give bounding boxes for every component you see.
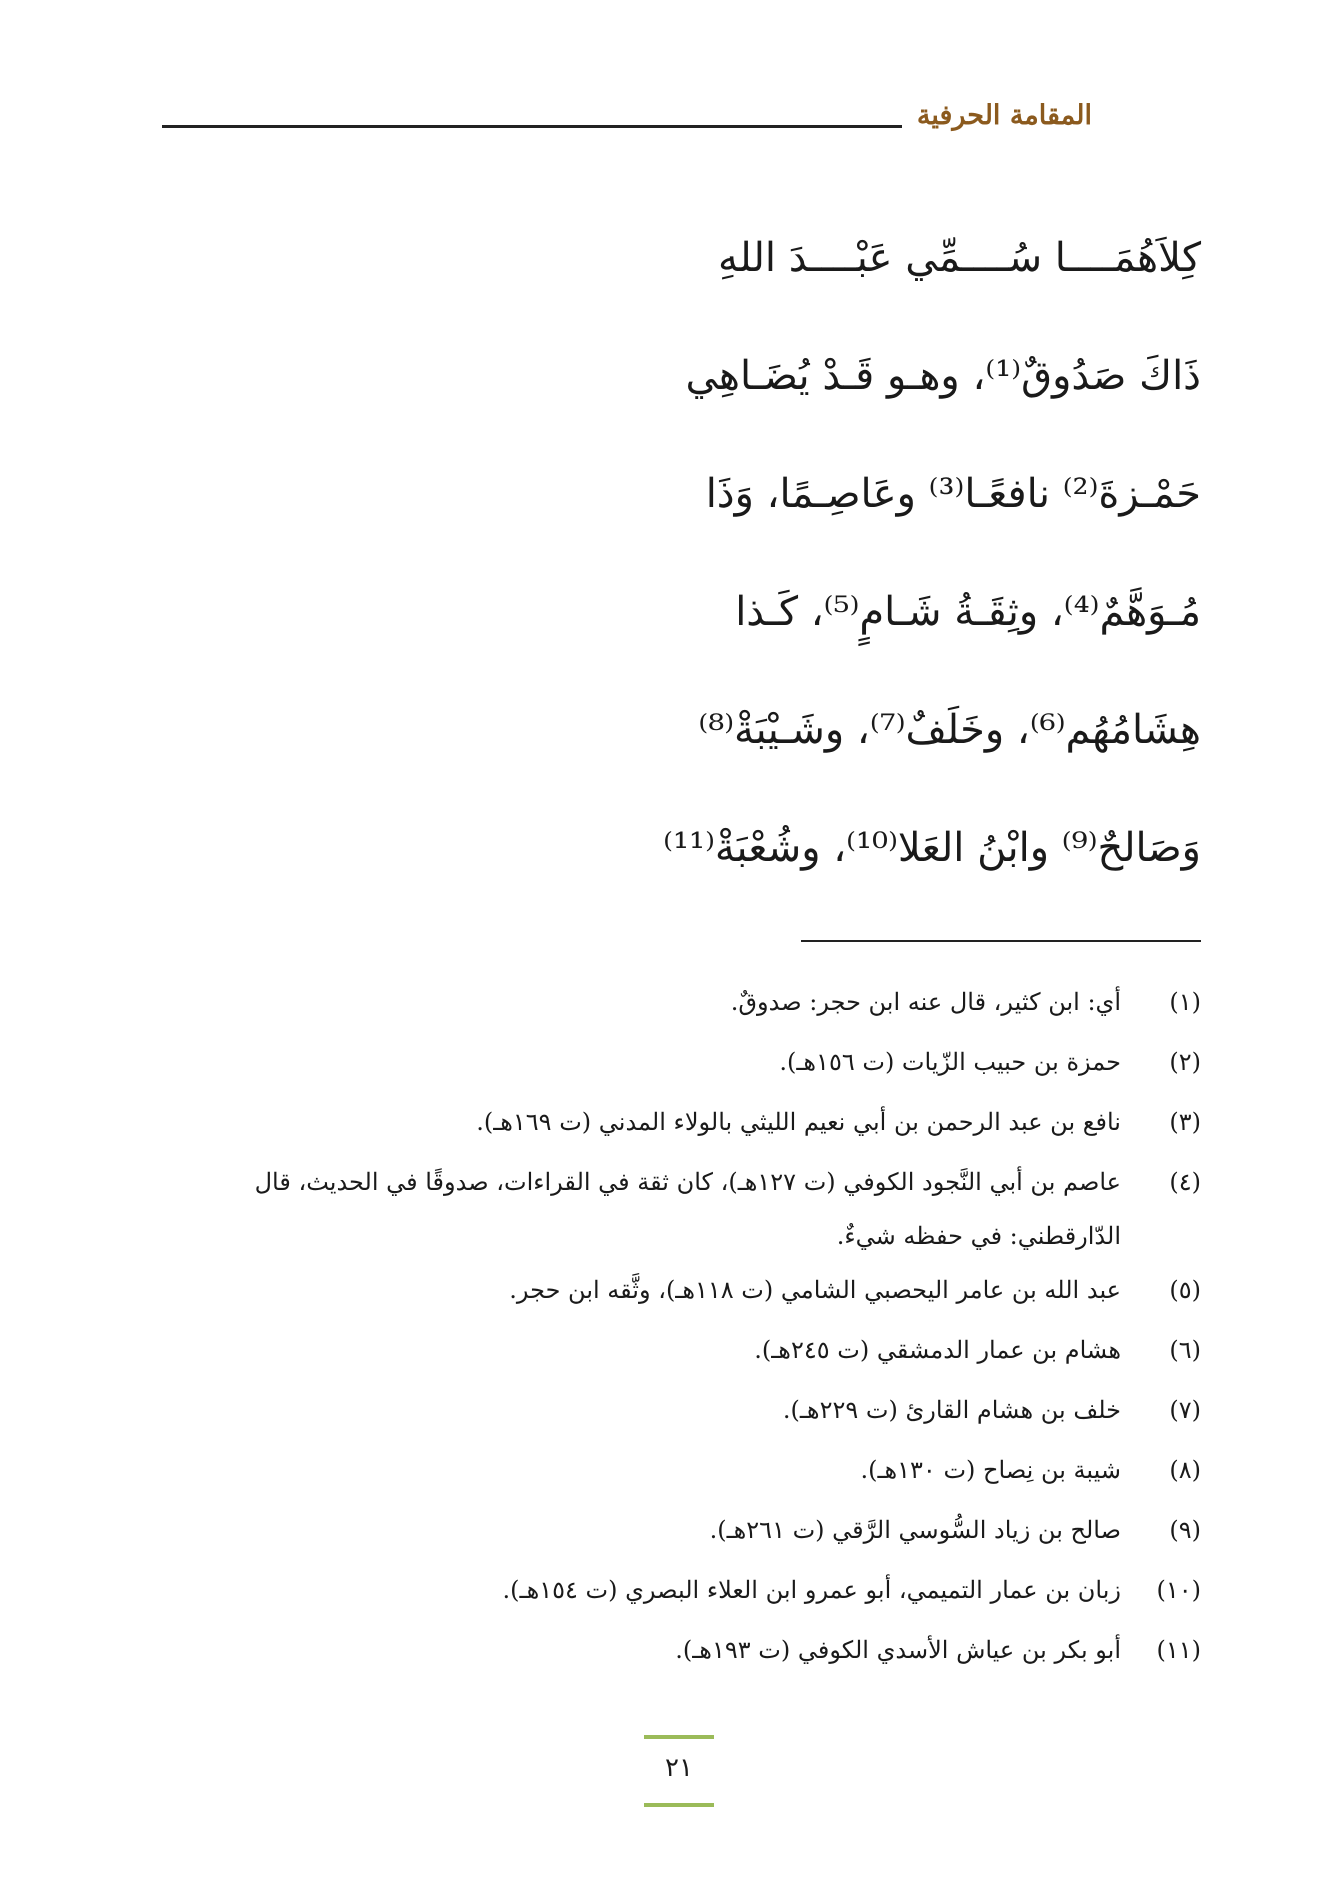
verse-line	[251, 353, 1201, 471]
page-number-rule-bottom	[644, 1803, 714, 1807]
footnote-number: (٩)	[1169, 1516, 1201, 1544]
verse-hemistich: كِلاَهُمَــــا سُــــمِّي عَبْــــدَ اللهِ	[718, 235, 1201, 281]
verse-line	[251, 707, 1201, 825]
footnote-text: خلف بن هشام القارئ (ت ٢٢٩هـ).	[782, 1396, 1121, 1424]
footnote-text: نافع بن عبد الرحمن بن أبي نعيم الليثي بالولاء المدني (ت ١٦٩هـ).	[476, 1108, 1121, 1136]
footnote-text: صالح بن زياد السُّوسي الرَّقي (ت ٢٦١هـ).	[709, 1516, 1121, 1544]
footnote-text: عاصم بن أبي النَّجود الكوفي (ت ١٢٧هـ)، كان ثقة في القراءات، صدوقًا في الحديث، قال الدّارقطني: في حفظه شيءٌ.	[254, 1168, 1121, 1250]
footnote-text: شيبة بن نِصاح (ت ١٣٠هـ).	[860, 1456, 1121, 1484]
footnote-item	[251, 1623, 1201, 1683]
header-rule	[162, 125, 902, 128]
running-header	[162, 100, 1092, 150]
footnote-text: أبو بكر بن عياش الأسدي الكوفي (ت ١٩٣هـ).	[675, 1636, 1121, 1664]
footnote-number: (٥)	[1169, 1276, 1201, 1304]
footnote-item	[251, 1095, 1201, 1155]
footnote-item	[251, 1443, 1201, 1503]
footnote-number: (٢)	[1169, 1048, 1201, 1076]
footnote-number: (٨)	[1169, 1456, 1201, 1484]
footnotes	[251, 975, 1201, 1683]
footnote-text: عبد الله بن عامر اليحصبي الشامي (ت ١١٨هـ)، وثَّقه ابن حجر.	[509, 1276, 1121, 1304]
header-title: المقامة الحرفية	[916, 100, 1092, 131]
footnote-number: (١٠)	[1156, 1576, 1201, 1604]
page-number: ٢١	[665, 1753, 693, 1783]
footnote-number: (١١)	[1156, 1636, 1201, 1664]
footnote-item	[251, 1035, 1201, 1095]
verse-hemistich: ذَاكَ صَدُوقٌ⁽¹⁾، وهـو قَـدْ يُضَـاهِي	[685, 353, 1201, 399]
footnote-item	[251, 1563, 1201, 1623]
footnote-item	[251, 975, 1201, 1035]
footnote-number: (١)	[1169, 988, 1201, 1016]
verse-hemistich: مُـوَهَّمٌ⁽⁴⁾، وثِقَـةُ شَـامٍ⁽⁵⁾، كَـذا	[735, 589, 1201, 635]
verse-line	[251, 825, 1201, 943]
page-number-block	[644, 1735, 714, 1807]
footnote-text: أي: ابن كثير، قال عنه ابن حجر: صدوقٌ.	[730, 988, 1121, 1016]
footnote-item	[251, 1383, 1201, 1443]
footnote-text: زبان بن عمار التميمي، أبو عمرو ابن العلاء البصري (ت ١٥٤هـ).	[502, 1576, 1121, 1604]
footnote-number: (٧)	[1169, 1396, 1201, 1424]
footnote-text: حمزة بن حبيب الزّيات (ت ١٥٦هـ).	[779, 1048, 1121, 1076]
verse-line	[251, 471, 1201, 589]
footnote-item	[251, 1263, 1201, 1323]
poem-verses	[251, 235, 1201, 943]
verse-hemistich: هِشَامُهُم⁽⁶⁾، وخَلَفٌ⁽⁷⁾، وشَـيْبَةْ⁽⁸⁾	[698, 707, 1201, 753]
footnote-separator	[801, 940, 1201, 942]
verse-line	[251, 235, 1201, 353]
footnote-item	[251, 1155, 1201, 1263]
footnote-item	[251, 1503, 1201, 1563]
verse-hemistich: وَصَالحٌ⁽⁹⁾ وابْنُ العَلا⁽¹⁰⁾، وشُعْبَةْ⁽¹¹⁾	[663, 825, 1201, 871]
footnote-number: (٣)	[1169, 1108, 1201, 1136]
footnote-number: (٦)	[1169, 1336, 1201, 1364]
footnote-item	[251, 1323, 1201, 1383]
footnote-number: (٤)	[1169, 1168, 1201, 1196]
verse-line	[251, 589, 1201, 707]
page-number-rule-top	[644, 1735, 714, 1739]
footnote-text: هشام بن عمار الدمشقي (ت ٢٤٥هـ).	[754, 1336, 1121, 1364]
verse-hemistich: حَمْـزةَ⁽²⁾ نافعًـا⁽³⁾ وعَاصِـمًا، وَذَا	[705, 471, 1201, 517]
